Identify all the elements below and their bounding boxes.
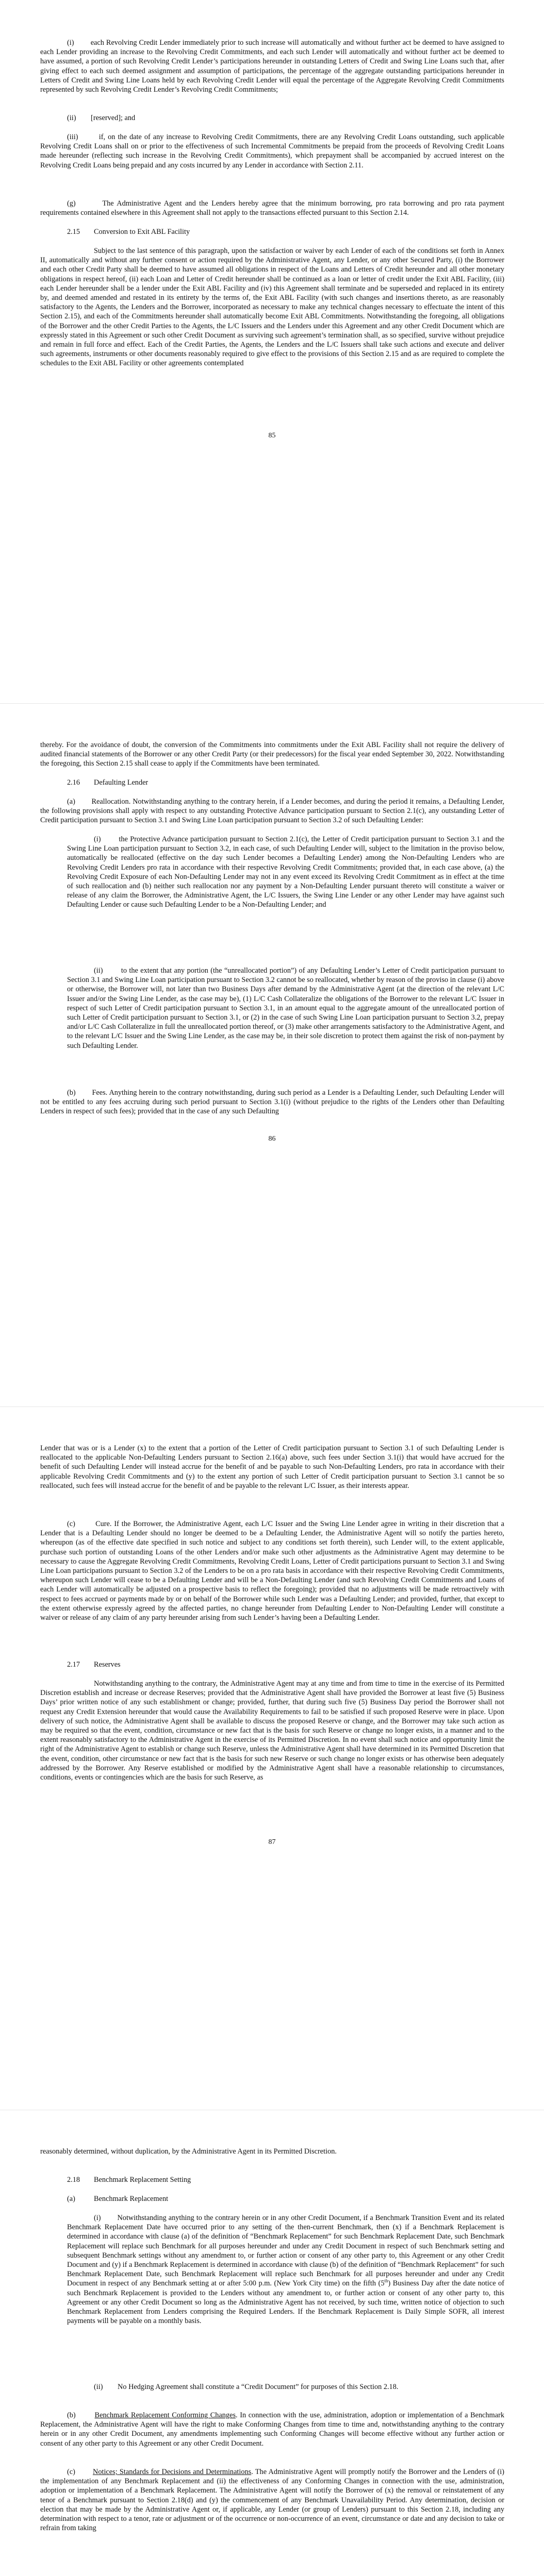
paragraph-b-fees: (b) Fees. Anything herein to the contrary notwithstanding, during such period as a Lender is a Defaulting Lender, such Defaulting Lender will not be entitled to any fees accruing during such period pursuant to Section 3.1(i) (without prejudice to the rights of the Lenders other than Defaulting Lenders in respect of such fees); provided that in the case of any such Defaulting — [40, 1089, 504, 1116]
paragraph-c-cure: (c) Cure. If the Borrower, the Administrative Agent, each L/C Issuer and the Swing Line Lender agree in writing in their discretion that a Lender that is a Defaulting Lender should no longer be deemed to be a Defaulting Lender, the Administrative Agent will so notify the parties hereto, whereupon (as of the effective date specified in such notice and subject to any conditions set forth therein), such Lender will, to the extent applicable, purchase such portion of outstanding Loans of the other Lenders and/or make such other adjustments as the Administrative Agent may determine to be necessary to cause the Aggregate Revolving Credit Commitments, Revolving Credit Loans, Letter of Credit participations pursuant to Section 3.1 and Swing Line Loan participations pursuant to Section 3.2 of the Lenders to be on a pro rata basis in accordance with their respective Revolving Credit Commitments, whereupon such Lender will cease to be a Defaulting Lender and will be a Non-Defaulting Lender (and such Revolving Credit Commitments and Loans of each Lender will automatically be adjusted on a prospective basis to reflect the foregoing); provided that no adjustments will be made retroactively with respect to fees accrued or payments made by or on behalf of the Borrower while such Lender was a Defaulting Lender; and provided, further, that except to the extent otherwise expressly agreed by the affected parties, no change hereunder from Defaulting Lender to Non-Defaulting Lender will constitute a waiver or release of any claim of any party hereunder arising from such Lender’s having been a Defaulting Lender. — [40, 1520, 504, 1622]
paragraph-continued: Lender that was or is a Lender (x) to the extent that a portion of the Letter of Credit participation pursuant to Section 3.1 of such Defaulting Lender is reallocated to the applicable Non-Defaulting Lenders pursuant to Section 2.16(a) above, such fees under Section 3.1(i) that would have accrued for the benefit of such Defaulting Lender will instead accrue for the benefit of and be payable to such Non-Defaulting Lenders, pro rata in accordance with their applicable Revolving Credit Commitments and (y) to the extent any portion of such Letter of Credit participation pursuant to Section 3.1 cannot be so reallocated, such fees will instead accrue for the benefit of and be payable to the relevant L/C Issuer, as their interests appear. — [40, 1444, 504, 1490]
page-divider — [0, 703, 544, 704]
section-heading-title: Benchmark Replacement Setting — [94, 2176, 191, 2184]
paragraph-g: (g) The Administrative Agent and the Lenders hereby agree that the minimum borrowing, pro rata borrowing and pro rata payment requirements contained elsewhere in this Agreement shall not apply to the transactions effected pursuant to this Section 2.14. — [40, 199, 504, 217]
paragraph-c-notices — [40, 2467, 504, 2533]
section-heading-number: 2.17 — [67, 1660, 80, 1669]
paragraph-b-body: . In connection with the use, administration, adoption or implementation of a Benchmark Replacement, the Administrative Agent will have the right to make Conforming Changes from time to time and, notwithstanding anything to the contrary herein or in any other Credit Document, any amendments implementing such Conforming Changes will become effective without any further action or consent of any other party to this Agreement or any other Credit Document. — [40, 2411, 505, 2448]
paragraph-continued: reasonably determined, without duplication, by the Administrative Agent in its Permitted Discretion. — [40, 2147, 337, 2156]
paragraph-b-label: (b) — [67, 2411, 95, 2419]
paragraph-a-ii: (ii) to the extent that any portion (the “unreallocated portion”) of any Defaulting Lender’s Letter of Credit participation pursuant to Section 3.1 and Swing Line Loan participation pursuant to Section 3.2 cannot be so reallocated, whether by reason of the proviso in clause (i) above or otherwise, the Borrower will, not later than two Business Days after demand by the Administrative Agent (at the direction of the relevant L/C Issuer and/or the Swing Line Lender, as the case may be), (1) L/C Cash Collateralize the obligations of the Borrower to the relevant L/C Issuer in respect of such Letter of Credit participation pursuant to Section 3.1, in an amount equal to the aggregate amount of the unreallocated portion of such Letter of Credit participation pursuant to Section 3.1, or (2) in the case of such Swing Line Loan participation pursuant to Section 3.2, prepay and/or L/C Cash Collateralize in full the unreallocated portion thereof, or (3) make other arrangements satisfactory to the Administrative Agent, and to the relevant L/C Issuer and the Swing Line Lender, as the case may be, in their sole discretion to protect them against the risk of non-payment by such Defaulting Lender. — [67, 967, 504, 1050]
section-heading-title: Defaulting Lender — [94, 778, 149, 787]
paragraph-c-iii: (iii) if, on the date of any increase to Revolving Credit Commitments, there are any Revolving Credit Loans outstanding, such applicable Revolving Credit Loans shall on or prior to the effectiveness of such Incremental Commitments be prepaid from the proceeds of Revolving Credit Loans made hereunder (reflecting such increase in the Revolving Credit Commitments), which prepayment shall be accompanied by accrued interest on the Revolving Credit Loans being prepaid and any costs incurred by any Lender in accordance with Section 2.11. — [40, 133, 504, 170]
paragraph-b-title: Benchmark Replacement Conforming Changes — [94, 2411, 236, 2419]
paragraph-c-i: (i) each Revolving Credit Lender immediately prior to such increase will automatically and without further act be deemed to have assigned to each Lender providing an increase to the Revolving Credit Commitments, and each such Lender will automatically and without further act be deemed to have assumed, a portion of such Revolving Credit Lender’s participations hereunder in outstanding Letters of Credit and Swing Line Loans such that, after giving effect to each such deemed assignment and assumption of participations, the percentage of the aggregate outstanding participations hereunder in Letters of Credit and Swing Line Loans held by each Revolving Credit Lender will equal the percentage of the Aggregate Revolving Credit Commitments represented by such Revolving Credit Lender’s Revolving Credit Commitments; — [40, 39, 504, 94]
page-number: 85 — [268, 432, 276, 439]
section-heading-title: Conversion to Exit ABL Facility — [94, 228, 190, 236]
paragraph-a-reallocation: (a) Reallocation. Notwithstanding anything to the contrary herein, if a Lender becomes, and during the period it remains, a Defaulting Lender, the following provisions shall apply with respect to any outstanding Protective Advance participation pursuant to Section 2.1(c), any outstanding Letter of Credit participation pursuant to Section 3.1 and Swing Line Loan participation pursuant to Section 3.2 of such Defaulting Lender: — [40, 798, 504, 825]
subsection-label: (a) — [67, 2195, 75, 2203]
paragraph-c-ii: (ii) [reserved]; and — [67, 114, 136, 122]
paragraph-a-i: (i) the Protective Advance participation pursuant to Section 2.1(c), the Letter of Credit participation pursuant to Section 3.1 and the Swing Line Loan participation pursuant to Section 3.2, in each case, of such Defaulting Lender will, subject to the limitation in the proviso below, automatically be reallocated (effective on the day such Lender becomes a Defaulting Lender) among the Non-Defaulting Lenders who are Revolving Credit Lenders pro rata in accordance with their respective Revolving Credit Commitments; provided that, in each case above, (a) the Revolving Credit Exposure of each Non-Defaulting Lender may not in any event exceed its Revolving Credit Commitment as in effect at the time of such reallocation and (b) neither such reallocation nor any payment by a Non-Defaulting Lender pursuant thereto will constitute a waiver or release of any claim the Borrower, the Administrative Agent, the L/C Issuers, the Swing Line Lender or any other Lender may have against such Defaulting Lender or cause such Defaulting Lender to be a Non-Defaulting Lender; and — [67, 835, 504, 909]
paragraph-c-title: Notices; Standards for Decisions and Determinations — [93, 2468, 252, 2476]
paragraph-c-label: (c) — [67, 2468, 93, 2476]
section-heading-title: Reserves — [94, 1660, 121, 1669]
page-number: 87 — [268, 1838, 276, 1846]
paragraph-a-i-text-continued: ) Business Day after the date notice of such Benchmark Replacement is provided to the Lenders without any amendment to, or further action or consent of any other party to, this Agreement or any other Credit Document so long as the Administrative Agent has not received, by such time, written notice of objection to such Benchmark Replacement from Lenders comprising the Required Lenders. If the Benchmark Replacement is Daily Simple SOFR, all interest payments will be payable on a monthly basis. — [67, 2279, 504, 2326]
paragraph-c-body: . The Administrative Agent will promptly notify the Borrower and the Lenders of (i) the implementation of any Benchmark Replacement and (ii) the effectiveness of any Conforming Changes in connection with the use, administration, adoption or implementation of a Benchmark Replacement. The Administrative Agent will notify the Borrower of (x) the removal or reinstatement of any tenor of a Benchmark pursuant to Section 2.18(d) and (y) the commencement of any Benchmark Unavailability Period. Any determination, decision or election that may be made by the Administrative Agent or, if applicable, any Lender (or group of Lenders) pursuant to this Section 2.18, including any determination with respect to a tenor, rate or adjustment or of the occurrence or non-occurrence of an event, circumstance or date and any decision to take or refrain from taking — [40, 2468, 505, 2533]
paragraph-a-ii-hedging: (ii) No Hedging Agreement shall constitute a “Credit Document” for purposes of this Section 2.18. — [94, 2383, 399, 2391]
paragraph-2-15: Subject to the last sentence of this paragraph, upon the satisfaction or waiver by each Lender of each of the conditions set forth in Annex II, automatically and without any further consent or action required by the Administrative Agent, any Lender, or any other Secured Party, (i) the Borrower and each other Credit Party shall be deemed to have assumed all obligations in respect of the Loans and Letters of Credit hereunder and all other monetary obligations in respect hereof, (ii) each Loan and Letter of Credit hereunder shall be continued as a loan or letter of credit under the Exit ABL Facility, (iii) each Lender hereunder shall be a lender under the Exit ABL Facility and (iv) this Agreement shall terminate and be superseded and replaced in its entirety by, and deemed amended and restated in its entirety by the terms of, the Exit ABL Facility (with such changes and insertions thereto, as are reasonably satisfactory to the Agents, the Lenders and the Borrower, incorporated as necessary to make any technical changes necessary to effectuate the intent of this Section 2.15), and each of the Commitments hereunder shall automatically become Exit ABL Commitments. Notwithstanding the foregoing, all obligations of the Borrower and the other Credit Parties to the Agents, the L/C Issuers and the Lenders under this Agreement and any other Credit Document which are expressly stated in this Agreement or such other Credit Document as surviving such agreement’s termination shall, as so specified, survive without prejudice and remain in full force and effect. Each of the Credit Parties, the Agents, the Lenders and the L/C Issuers shall take such actions and execute and deliver such agreements, instruments or other documents reasonably required to give effect to the provisions of this Section 2.15 and as are required to complete the schedules to the Exit ABL Facility or other agreements contemplated — [40, 247, 504, 368]
paragraph-continued: thereby. For the avoidance of doubt, the conversion of the Commitments into commitments under the Exit ABL Facility shall not require the delivery of audited financial statements of the Borrower or any other Credit Party (or their predecessors) for the fiscal year ended September 30, 2022. Notwithstanding the foregoing, this Section 2.15 shall cease to apply if the Commitments have been terminated. — [40, 741, 504, 768]
page-number: 86 — [268, 1135, 276, 1143]
section-heading-number: 2.16 — [67, 778, 80, 787]
paragraph-b-conforming-changes — [40, 2411, 504, 2448]
ordinal-suffix: th — [384, 2278, 388, 2284]
page-divider — [0, 1406, 544, 1407]
section-heading-number: 2.15 — [67, 228, 80, 236]
section-heading-number: 2.18 — [67, 2176, 80, 2184]
subsection-title: Benchmark Replacement — [94, 2195, 169, 2203]
paragraph-2-17: Notwithstanding anything to the contrary, the Administrative Agent may at any time and from time to time in the exercise of its Permitted Discretion establish and increase or decrease Reserves; provided that the Administrative Agent shall have provided the Borrower at least five (5) Business Days’ prior written notice of any such establishment or change; provided, further, that during such five (5) Business Day period the Borrower shall not request any Credit Extension hereunder that would cause the Availability Requirements to fail to be satisfied if such proposed Reserve were in place. Upon delivery of such notice, the Administrative Agent shall be available to discuss the proposed Reserve or change, and the Borrower may take such action as may be required so that the event, condition, circumstance or new fact that is the basis for such Reserve or change no longer exists, in a manner and to the extent reasonably satisfactory to the Administrative Agent in the exercise of its Permitted Discretion. In no event shall such notice and opportunity limit the right of the Administrative Agent to establish or change such Reserve, unless the Administrative Agent shall have determined in its Permitted Discretion that the event, condition, other circumstance or new fact that is the basis for such new Reserve or such change no longer exists or has otherwise been adequately addressed by the Borrower. Any Reserve established or modified by the Administrative Agent shall have a reasonable relationship to circumstances, conditions, events or contingencies which are the basis for such Reserve, as — [40, 1680, 504, 1782]
paragraph-a-i-benchmark — [67, 2213, 504, 2326]
paragraph-a-i-text: (i) Notwithstanding anything to the contrary herein or in any other Credit Document, if a Benchmark Transition Event and its related Benchmark Replacement Date have occurred prior to any setting of the then-current Benchmark, then (x) if a Benchmark Replacement is determined in accordance with clause (a) of the definition of “Benchmark Replacement” for such Benchmark Replacement Date, such Benchmark Replacement will replace such Benchmark for all purposes hereunder and under any Credit Document in respect of such Benchmark setting and subsequent Benchmark settings without any amendment to, or further action or consent of any other party to, this Agreement or any other Credit Document and (y) if a Benchmark Replacement is determined in accordance with clause (b) of the definition of “Benchmark Replacement” for such Benchmark Replacement Date, such Benchmark Replacement will replace such Benchmark for all purposes hereunder and under any Credit Document in respect of any Benchmark setting at or after 5:00 p.m. (New York City time) on the fifth (5 — [67, 2214, 504, 2288]
